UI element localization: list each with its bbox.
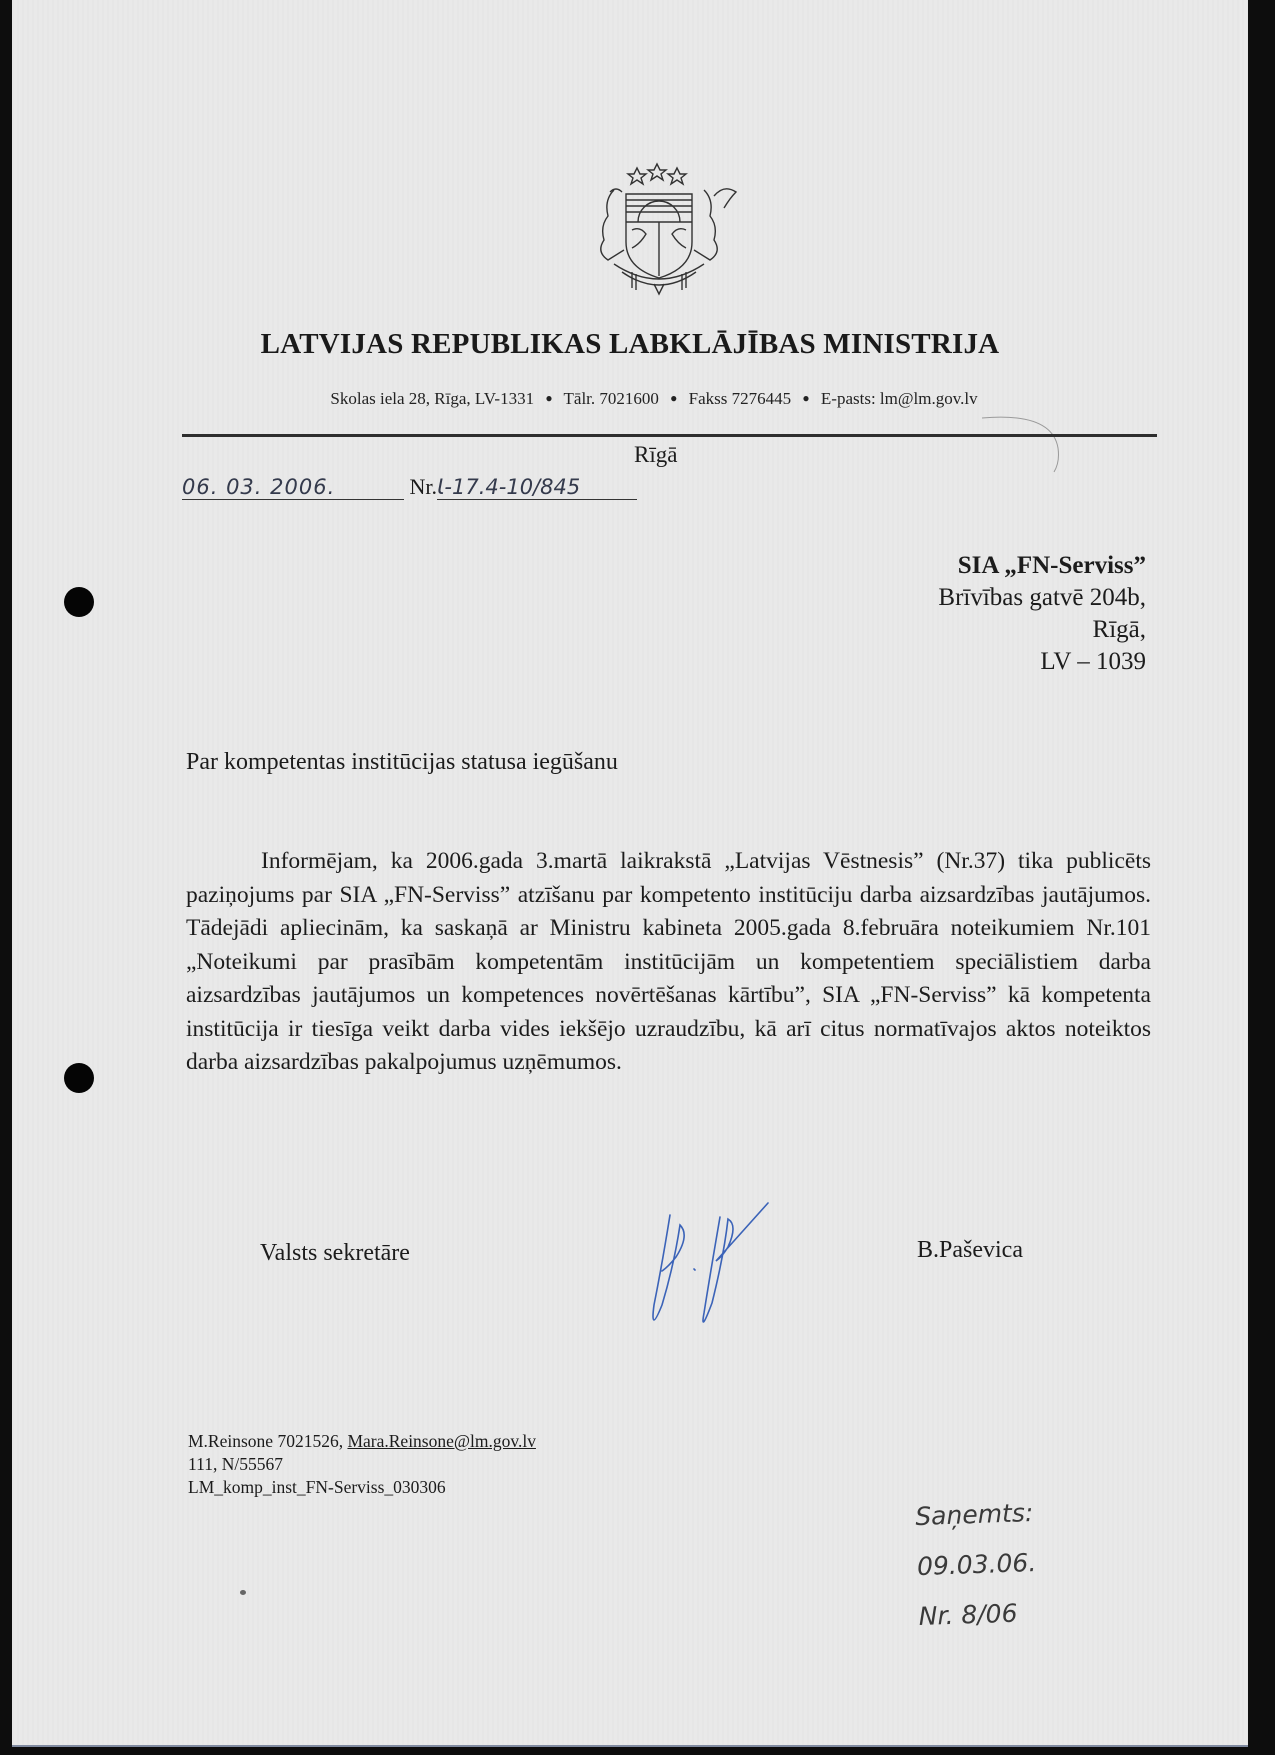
letterhead-phone: Tālr. 7021600 <box>563 389 659 408</box>
footer-filename: LM_komp_inst_FN-Serviss_030306 <box>188 1477 446 1497</box>
organization-name: LATVIJAS REPUBLIKAS LABKLĀJĪBAS MINISTRIJA <box>260 328 1000 360</box>
registration-received-label: Saņemts: <box>914 1498 1034 1532</box>
punch-hole <box>64 587 94 617</box>
footer-contact: M.Reinsone 7021526, <box>188 1431 348 1451</box>
document-footer <box>188 1430 536 1499</box>
recipient-name: SIA „FN-Serviss” <box>957 552 1146 579</box>
letter-date: 06. 03. 2006. <box>182 475 404 500</box>
letter-subject: Par kompetentas institūcijas statusa iegūšanu <box>186 749 618 775</box>
letterhead-divider <box>182 434 1157 437</box>
pencil-mark-icon <box>972 412 1072 482</box>
letter-body: Informējam, ka 2006.gada 3.martā laikrakstā „Latvijas Vēstnesis” (Nr.37) tika publicēts paziņojums par SIA „FN-Serviss” atzīšanu par kompetento institūciju darba aizsardzības jautājumos. Tādejādi apliecinām, ka saskaņā ar Ministru kabineta 2005.gada 8.februāra noteikumiem Nr.101 „Noteikumi par prasībām kompetentām institūcijām un kompetentiem speciālistiem darba aizsardzības jautājumos un kompetences novērtēšanas kārtību”, SIA „FN-Serviss” kā kompetenta institūcija ir tiesīga veikt darba vides iekšējo uzraudzību, kā arī citus normatīvajos aktos noteiktos darba aizsardzības pakalpojumus uzņēmumos. <box>186 848 1151 1075</box>
reference-number: Ɩ-17.4-10/845 <box>437 475 637 500</box>
paper-speck <box>240 1590 246 1595</box>
punch-hole <box>64 1063 94 1093</box>
registration-note <box>914 1488 1038 1642</box>
bullet-separator: ● <box>545 391 553 405</box>
recipient-street: Brīvības gatvē 204b, <box>938 584 1146 611</box>
recipient-city: Rīgā, <box>1092 616 1146 643</box>
handwritten-signature-icon <box>632 1195 782 1340</box>
coat-of-arms-icon <box>574 160 744 300</box>
reference-nr-label: Nr. <box>409 474 437 499</box>
place-of-issue: Rīgā <box>634 442 678 467</box>
bullet-separator: ● <box>802 391 810 405</box>
signatory-role: Valsts sekretāre <box>260 1240 410 1266</box>
signatory-name: B.Paševica <box>917 1237 1023 1263</box>
footer-email-link[interactable]: Mara.Reinsone@lm.gov.lv <box>347 1431 536 1451</box>
letterhead-fax: Fakss 7276445 <box>688 389 792 408</box>
registration-number: Nr. 8/06 <box>918 1598 1018 1632</box>
letterhead-email: E-pasts: lm@lm.gov.lv <box>820 389 978 408</box>
letterhead-contact <box>12 389 1248 409</box>
bullet-separator: ● <box>670 391 678 405</box>
recipient-postcode: LV – 1039 <box>1040 648 1146 675</box>
footer-reference: 111, N/55567 <box>188 1454 283 1474</box>
footer-contact-line <box>188 1430 536 1453</box>
reference-line <box>182 474 637 500</box>
registration-date: 09.03.06. <box>916 1547 1037 1582</box>
recipient-address <box>938 550 1146 678</box>
letter-page <box>12 0 1248 1747</box>
letterhead-address: Skolas iela 28, Rīga, LV-1331 <box>330 389 535 408</box>
